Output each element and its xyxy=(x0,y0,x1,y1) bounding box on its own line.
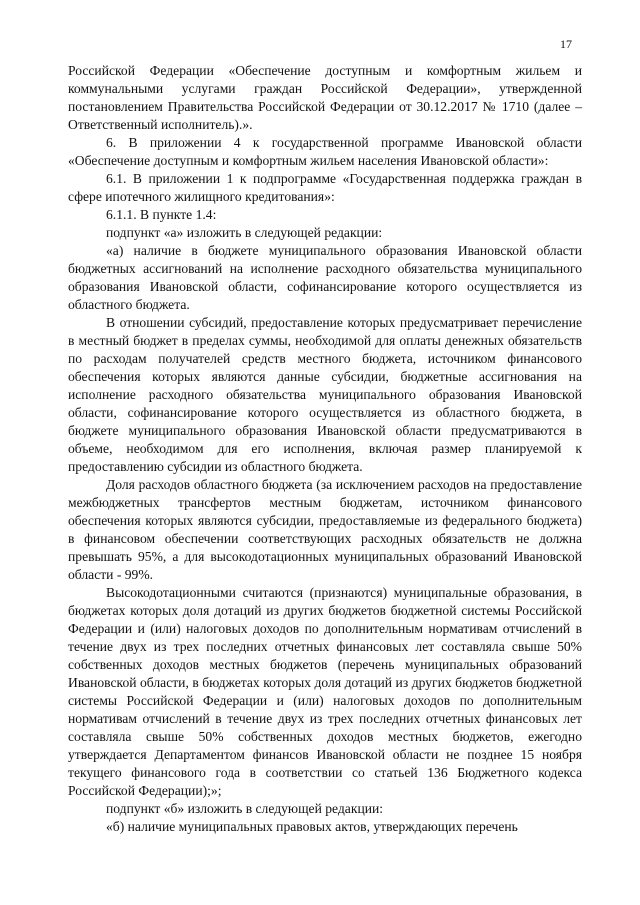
paragraph: Российской Федерации «Обеспечение доступным и комфортным жильем и коммунальными услугами граждан Российской Федерации», утвержденной постановлением Правительства Российской Федерации от 30.12.2017 № 1710 (далее – Ответственный исполнитель).». xyxy=(68,63,582,132)
page-number: 17 xyxy=(560,37,572,51)
paragraph: 6.1.1. В пункте 1.4: xyxy=(106,207,217,222)
paragraph: Высокодотационными считаются (признаются) муниципальные образования, в бюджетах которых доля дотаций из других бюджетов бюджетной системы Российской Федерации и (или) налоговых доходов по дополнительным нормативам отчислений в течение двух из трех последних отчетных финансовых лет составляла свыше 50% собственных доходов местных бюджетов (перечень муниципальных образований Ивановской области, в бюджетах которых доля дотаций из других бюджетов бюджетной системы Российской Федерации и (или) налоговых доходов по дополнительным нормативам отчислений в течение двух из трех последних отчетных финансовых лет составляла свыше 50% собственных доходов местных бюджетов, ежегодно утверждается Департаментом финансов Ивановской области не позднее 15 ноября текущего финансового года в соответствии со статьей 136 Бюджетного кодекса Российской Федерации);»; xyxy=(68,585,582,798)
paragraph: «а) наличие в бюджете муниципального образования Ивановской области бюджетных ассигнований на исполнение расходного обязательства муниципального образования Ивановской области, софинансирование которого осуществляется из областного бюджета. xyxy=(68,243,582,312)
paragraph: подпункт «а» изложить в следующей редакции: xyxy=(106,225,383,240)
paragraph: 6. В приложении 4 к государственной программе Ивановской области «Обеспечение доступным и комфортным жильем населения Ивановской области»: xyxy=(68,135,582,168)
paragraph: 6.1. В приложении 1 к подпрограмме «Государственная поддержка граждан в сфере ипотечного жилищного кредитования»: xyxy=(68,171,582,204)
paragraph: В отношении субсидий, предоставление которых предусматривает перечисление в местный бюджет в пределах суммы, необходимой для оплаты денежных обязательств по расходам получателей средств местного бюджета, источником финансового обеспечения которых являются данные субсидии, бюджетные ассигнования на исполнение расходного обязательства муниципального образования Ивановской области, софинансирование которого осуществляется из областного бюджета, в бюджете муниципального образования Ивановской области предусматриваются в объеме, необходимом для его исполнения, включая размер планируемой к предоставлению субсидии из областного бюджета. xyxy=(68,315,582,474)
document-body xyxy=(68,62,582,836)
paragraph: Доля расходов областного бюджета (за исключением расходов на предоставление межбюджетных трансфертов местным бюджетам, источником финансового обеспечения которых являются субсидии, предоставляемые из федерального бюджета) в финансовом обеспечении соответствующих расходных обязательств не должна превышать 95%, а для высокодотационных муниципальных образований Ивановской области - 99%. xyxy=(68,477,582,582)
paragraph: подпункт «б» изложить в следующей редакции: xyxy=(106,801,384,816)
paragraph: «б) наличие муниципальных правовых актов, утверждающих перечень xyxy=(106,819,518,834)
